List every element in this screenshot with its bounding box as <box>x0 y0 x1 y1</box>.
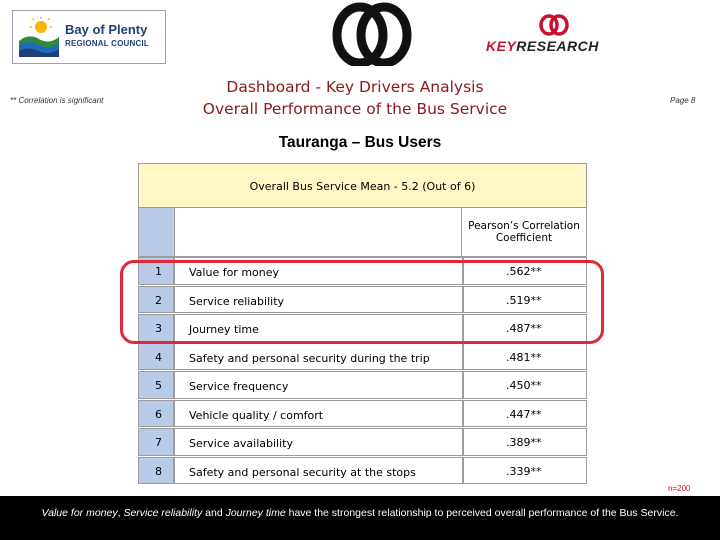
bop-logo-sub: REGIONAL COUNCIL <box>65 39 149 48</box>
footer-separator-1: , <box>117 507 124 519</box>
sample-size: n=200 <box>668 484 691 493</box>
key-research-logo <box>480 12 630 56</box>
key-research-wordmark: KEYRESEARCH <box>486 38 599 54</box>
rank-header-cell <box>138 207 176 257</box>
rank-cell: 4 <box>138 343 174 371</box>
driver-cell: Vehicle quality / comfort <box>174 400 463 428</box>
top-three-highlight <box>120 260 604 344</box>
rank-cell: 8 <box>138 457 174 485</box>
overall-mean-row: Overall Bus Service Mean - 5.2 (Out of 6) <box>138 163 587 209</box>
footer-emphasis-2: Service reliability <box>123 507 203 519</box>
driver-cell: Value for money <box>174 257 463 285</box>
page-title-line1: Dashboard - Key Drivers Analysis <box>226 78 484 96</box>
coefficient-cell: .487** <box>463 314 587 342</box>
table-row <box>138 343 587 372</box>
table-row <box>138 457 587 486</box>
driver-cell: Service frequency <box>174 371 463 399</box>
coefficient-cell: .447** <box>463 400 587 428</box>
rank-cell: 7 <box>138 428 174 456</box>
footer-emphasis-3: Journey time <box>225 507 286 519</box>
coefficient-header-cell: Pearson’s Correlation Coefficient <box>461 207 587 257</box>
footer-rest: have the strongest relationship to perceived overall performance of the Bus Service. <box>285 507 679 519</box>
interlocking-rings-icon <box>330 2 414 66</box>
table-row <box>138 371 587 400</box>
coefficient-cell: .562** <box>463 257 587 285</box>
key-research-rings-icon <box>536 14 572 36</box>
rank-cell: 2 <box>138 286 174 314</box>
coefficient-cell: .519** <box>463 286 587 314</box>
table-row <box>138 400 587 429</box>
table-header-row <box>138 207 587 257</box>
rank-cell: 5 <box>138 371 174 399</box>
sun-wave-icon <box>17 15 59 57</box>
footer-text <box>0 496 720 520</box>
driver-cell: Journey time <box>174 314 463 342</box>
coefficient-cell: .339** <box>463 457 587 485</box>
rank-cell: 3 <box>138 314 174 342</box>
rank-cell: 6 <box>138 400 174 428</box>
page-title-line2: Overall Performance of the Bus Service <box>202 100 508 118</box>
page-number: Page 8 <box>670 96 696 105</box>
rank-cell: 1 <box>138 257 174 285</box>
section-subtitle: Tauranga – Bus Users <box>278 134 442 151</box>
coefficient-cell: .389** <box>463 428 587 456</box>
footer-separator-2: and <box>202 507 226 519</box>
driver-cell: Safety and personal security at the stops <box>174 457 463 485</box>
item-header-cell <box>174 207 463 257</box>
coefficient-cell: .481** <box>463 343 587 371</box>
footer-emphasis-1: Value for money <box>41 507 118 519</box>
driver-cell: Service reliability <box>174 286 463 314</box>
driver-cell: Service availability <box>174 428 463 456</box>
footer-banner <box>0 496 720 540</box>
significance-note: ** Correlation is significant <box>10 96 104 105</box>
driver-cell: Safety and personal security during the trip <box>174 343 463 371</box>
coefficient-cell: .450** <box>463 371 587 399</box>
bay-of-plenty-logo <box>12 10 166 64</box>
bop-logo-name: Bay of Plenty <box>65 22 148 37</box>
table-row <box>138 428 587 457</box>
